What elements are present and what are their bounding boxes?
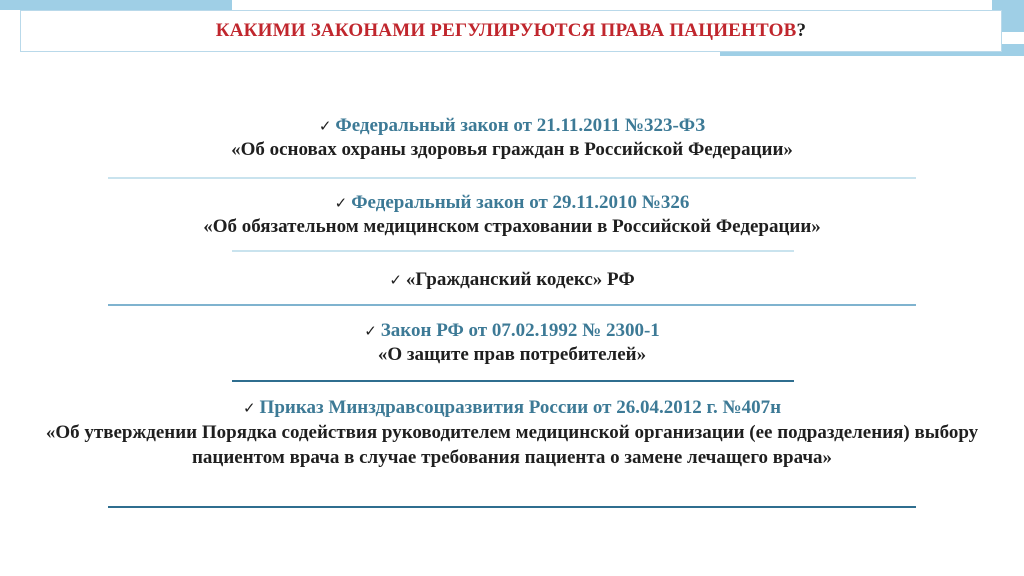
separator [108, 506, 916, 508]
separator [232, 250, 794, 252]
law-title [0, 396, 1024, 420]
law-description: «О защите прав потребителей» [377, 344, 647, 365]
law-title [0, 268, 1024, 292]
law-item-1 [0, 114, 1024, 162]
law-title-text: Приказ Минздравсоцразвития России от 26.04.2012 г. №407н [259, 397, 782, 418]
law-description: «Об обязательном медицинском страховании в Российской Федерации» [203, 216, 821, 237]
checkmark-icon: ✓ [318, 117, 332, 135]
checkmark-icon: ✓ [242, 399, 256, 417]
page-title-question-mark: ? [796, 20, 807, 41]
law-title [0, 191, 1024, 215]
separator [232, 380, 794, 382]
page-title-text: КАКИМИ ЗАКОНАМИ РЕГУЛИРУЮТСЯ ПРАВА ПАЦИЕНТОВ [215, 20, 797, 41]
law-item-4 [0, 319, 1024, 367]
header-decoration-left [0, 0, 232, 10]
law-title [0, 319, 1024, 343]
law-description: «Об основах охраны здоровья граждан в Российской Федерации» [231, 139, 793, 160]
separator [108, 304, 916, 306]
law-title-text: Федеральный закон от 21.11.2011 №323-ФЗ [335, 115, 706, 136]
checkmark-icon: ✓ [334, 194, 348, 212]
law-item-3 [0, 268, 1024, 292]
separator [108, 177, 916, 179]
checkmark-icon: ✓ [389, 271, 402, 289]
law-description: «Об утверждении Порядка содействия руководителем медицинской организации (ее подразделения) выбору пациентом врача в случае требования пациента о замене лечащего врача» [45, 422, 979, 468]
law-item-5 [0, 396, 1024, 470]
title-banner [20, 10, 1002, 52]
checkmark-icon: ✓ [364, 322, 377, 340]
law-title-text: Закон РФ от 07.02.1992 № 2300-1 [380, 320, 660, 341]
law-title-text: Федеральный закон от 29.11.2010 №326 [351, 192, 690, 213]
law-title-text: «Гражданский кодекс» РФ [405, 269, 635, 290]
law-title [0, 114, 1024, 138]
law-item-2 [0, 191, 1024, 239]
page-title [216, 20, 806, 42]
